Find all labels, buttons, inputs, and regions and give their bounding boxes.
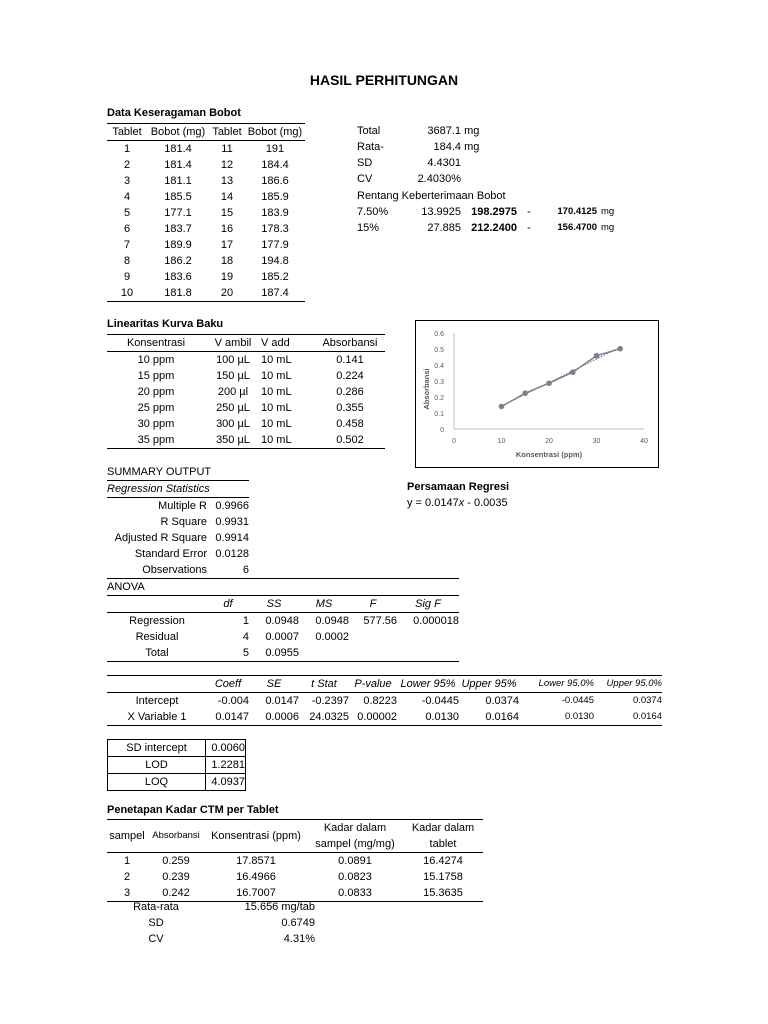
bobot-cell: 185.5 (164, 191, 192, 203)
summary-row (107, 562, 249, 579)
lod-cell: 1.2281 (206, 757, 246, 774)
lod-cell: SD intercept (108, 740, 206, 757)
anova-cell: Total (145, 647, 169, 659)
bobot-cell: 5 (123, 207, 131, 219)
summary-cell: Multiple R (158, 500, 207, 512)
summary-table (107, 464, 249, 579)
summary-row (107, 546, 249, 562)
linearitas-cell: 10 ppm (137, 354, 175, 366)
y-tick-label: 0.6 (434, 331, 444, 338)
coeff-header: Coeff (214, 678, 242, 690)
bobot-cell: 6 (123, 223, 131, 235)
linearitas-heading: Linearitas Kurva Baku (107, 318, 224, 330)
bobot-cell: 18 (220, 255, 234, 267)
coeff-cell: -0.0445 (421, 695, 459, 707)
bobot-cell: 185.2 (261, 271, 289, 283)
linearitas-header: V add (261, 337, 290, 349)
linearitas-table (107, 334, 385, 449)
anova-cell: 4 (242, 631, 249, 643)
coeff-cell: 0.00002 (357, 711, 397, 723)
series-line (502, 349, 621, 407)
linearitas-cell: 0.502 (336, 434, 364, 446)
bobot-cell: 15 (220, 207, 234, 219)
y-axis-title: Absorbansi (422, 368, 431, 410)
bobot-heading: Data Keseragaman Bobot (107, 107, 241, 119)
kadar-summary-row (107, 915, 315, 931)
kadar-cell: 16.4274 (423, 855, 463, 867)
data-point (594, 353, 600, 359)
coeff-row (107, 693, 662, 710)
anova-cell (349, 629, 397, 645)
kadar-cell: 0.239 (162, 871, 190, 883)
bobot-cell: 191 (265, 143, 285, 155)
linearitas-cell: 10 mL (261, 370, 292, 382)
bobot-row (107, 269, 305, 285)
coeff-cell: 0.8223 (363, 695, 397, 707)
bobot-cell: 1 (123, 143, 131, 155)
linearitas-header: V ambil (214, 337, 252, 349)
bobot-header: Tablet (112, 126, 142, 138)
kadar-cell: 15.3635 (423, 887, 463, 899)
cv-label: CV (357, 173, 373, 185)
y-tick-label: 0.1 (434, 411, 444, 418)
coeff-cell: 0.0130 (564, 711, 594, 722)
bobot-cell: 2 (123, 159, 131, 171)
lod-cell: 0.0060 (206, 740, 246, 757)
linearitas-cell: 350 µL (216, 434, 250, 446)
x-tick-label: 10 (497, 438, 506, 445)
data-point (546, 380, 552, 386)
anova-cell: 5 (242, 647, 249, 659)
bobot-cell: 16 (220, 223, 234, 235)
kadar-header-kadar1-unit: sampel (mg/mg) (315, 838, 395, 850)
summary-row (107, 514, 249, 530)
anova-cell: 0.0955 (265, 647, 299, 659)
bobot-stats (357, 123, 521, 187)
kadar-header-konsentrasi: Konsentrasi (ppm) (205, 820, 307, 853)
linearitas-cell: 150 µL (216, 370, 250, 382)
anova-cell (349, 645, 397, 662)
anova-row (107, 629, 459, 645)
anova-cell: 0.0007 (265, 631, 299, 643)
rata-label: Rata- (357, 141, 384, 153)
x-tick-label: 0 (452, 438, 456, 445)
anova-cell: Regression (129, 615, 185, 627)
anova-cell (299, 645, 349, 662)
linearitas-header: Konsentrasi (126, 337, 186, 349)
bobot-header: Bobot (mg) (150, 126, 206, 138)
linearitas-cell: 30 ppm (137, 418, 175, 430)
bobot-cell: 4 (123, 191, 131, 203)
kadar-summary-cell: Rata-rata (133, 901, 179, 913)
kadar-cell: 17.8571 (236, 855, 276, 867)
bobot-cell: 187.4 (261, 287, 289, 299)
rentang-upper: 212.2400 (471, 222, 517, 234)
bobot-cell: 178.3 (261, 223, 289, 235)
summary-cell: 0.9914 (215, 532, 249, 544)
sd-label: SD (357, 157, 373, 169)
summary-cell: 0.0128 (215, 548, 249, 560)
bobot-row (107, 221, 305, 237)
kadar-cell: 0.259 (162, 855, 190, 867)
regresi-equation (407, 497, 508, 509)
anova-header (107, 596, 207, 613)
kadar-cell: 0.0833 (338, 887, 372, 899)
linearitas-cell: 35 ppm (137, 434, 175, 446)
linearitas-cell: 25 ppm (137, 402, 175, 414)
anova-cell: 0.0948 (315, 615, 349, 627)
kadar-cell: 16.4966 (236, 871, 276, 883)
x-tick-label: 40 (640, 438, 648, 445)
chart-svg (416, 321, 658, 467)
eq-x: x (458, 497, 465, 509)
summary-title: SUMMARY OUTPUT (107, 466, 212, 478)
rentang-lower: 170.4125 (557, 206, 597, 217)
bobot-cell: 10 (120, 287, 134, 299)
bobot-cell: 186.2 (164, 255, 192, 267)
anova-cell: 0.000018 (413, 615, 459, 627)
anova-cell (397, 645, 459, 662)
bobot-row (107, 237, 305, 253)
summary-cell: 0.9931 (215, 516, 249, 528)
coeff-header: Upper 95% (461, 678, 517, 690)
bobot-row (107, 285, 305, 302)
anova-header: df (223, 598, 233, 610)
anova-header: F (369, 598, 377, 610)
rentang-label: Rentang Keberterimaan Bobot (357, 190, 506, 202)
linearitas-cell: 250 µL (216, 402, 250, 414)
rentang-unit: mg (601, 206, 615, 217)
lod-row (108, 774, 246, 791)
bobot-cell: 181.4 (164, 143, 192, 155)
coeff-header: SE (266, 678, 282, 690)
linearitas-cell: 0.224 (336, 370, 364, 382)
coeff-table (107, 675, 662, 726)
coeff-header: Lower 95% (400, 678, 456, 690)
linearitas-cell: 15 ppm (137, 370, 175, 382)
kadar-row (107, 853, 483, 870)
y-tick-label: 0.5 (434, 347, 444, 354)
linearitas-cell: 10 mL (261, 434, 292, 446)
summary-cell: 0.9966 (215, 500, 249, 512)
anova-title: ANOVA (107, 581, 145, 593)
coeff-header: P-value (354, 678, 392, 690)
kadar-heading: Penetapan Kadar CTM per Tablet (107, 804, 279, 816)
kadar-cell: 0.242 (162, 887, 190, 899)
linearitas-row (107, 416, 385, 432)
bobot-cell: 177.1 (164, 207, 192, 219)
summary-row (107, 530, 249, 546)
bobot-cell: 3 (123, 175, 131, 187)
rentang-dash: - (527, 222, 531, 234)
lod-row (108, 740, 246, 757)
lod-cell: LOQ (108, 774, 206, 791)
linearitas-cell: 10 mL (261, 354, 292, 366)
anova-cell: Residual (135, 631, 179, 643)
calibration-chart (415, 320, 659, 468)
kadar-summary (107, 899, 315, 947)
summary-cell: R Square (160, 516, 207, 528)
anova-header: Sig F (415, 598, 441, 610)
bobot-cell: 12 (220, 159, 234, 171)
sd-value: 4.4301 (427, 157, 461, 169)
coeff-cell: 0.0164 (485, 711, 519, 723)
kadar-summary-cell: CV (148, 933, 164, 945)
kadar-cell: 0.0891 (338, 855, 372, 867)
kadar-table (107, 819, 483, 902)
anova-cell: 0.0002 (315, 631, 349, 643)
coeff-cell: 24.0325 (309, 711, 349, 723)
linearitas-row (107, 352, 385, 369)
bobot-cell: 13 (220, 175, 234, 187)
data-point (570, 369, 576, 375)
coeff-header: Upper 95.0% (606, 678, 662, 689)
kadar-header-kadar1: Kadar dalam (323, 822, 387, 834)
bobot-row (107, 253, 305, 269)
bobot-row (107, 189, 305, 205)
coeff-cell: 0.0374 (632, 695, 662, 706)
bobot-cell: 9 (123, 271, 131, 283)
data-point (617, 346, 623, 352)
rentang-dev: 27.885 (427, 222, 461, 234)
bobot-header: Tablet (212, 126, 242, 138)
linearitas-cell: 20 ppm (137, 386, 175, 398)
bobot-cell: 181.4 (164, 159, 192, 171)
summary-cell: Observations (142, 564, 207, 576)
bobot-row (107, 157, 305, 173)
bobot-cell: 11 (221, 143, 233, 155)
x-tick-label: 30 (592, 438, 601, 445)
summary-cell: Standard Error (134, 548, 207, 560)
coeff-header (107, 676, 207, 693)
coeff-cell: X Variable 1 (127, 711, 187, 723)
coeff-header: Lower 95.0% (538, 678, 594, 689)
linearitas-cell: 200 µl (217, 386, 249, 398)
rata-value: 184.4 (433, 141, 461, 153)
bobot-cell: 183.7 (164, 223, 192, 235)
linearitas-row (107, 432, 385, 449)
coeff-cell: -0.2397 (311, 695, 349, 707)
bobot-cell: 184.4 (261, 159, 289, 171)
kadar-cell: 1 (123, 855, 131, 867)
bobot-cell: 186.6 (261, 175, 289, 187)
lod-table (107, 739, 246, 791)
kadar-summary-cell: 4.31% (283, 933, 315, 945)
kadar-cell: 0.0823 (338, 871, 372, 883)
rata-unit: mg (464, 141, 480, 153)
kadar-row (107, 869, 483, 885)
kadar-summary-cell: 15.656 mg/tab (244, 901, 315, 913)
coeff-cell: 0.0130 (425, 711, 459, 723)
coeff-cell: 0.0164 (632, 711, 662, 722)
kadar-header-sampel: sampel (107, 820, 147, 853)
kadar-summary-cell: SD (148, 917, 164, 929)
eq-prefix: y = 0.0147 (407, 497, 459, 509)
bobot-cell: 8 (123, 255, 131, 267)
bobot-cell: 17 (220, 239, 234, 251)
anova-cell: 1 (242, 615, 249, 627)
total-unit: mg (464, 125, 480, 137)
anova-cell: 0.0948 (265, 615, 299, 627)
bobot-cell: 20 (220, 287, 234, 299)
rentang-upper: 198.2975 (471, 206, 517, 218)
anova-cell (397, 629, 459, 645)
data-point (522, 390, 528, 396)
kadar-cell: 3 (123, 887, 131, 899)
regstats-label: Regression Statistics (107, 483, 210, 495)
coeff-row (107, 709, 662, 726)
bobot-cell: 181.8 (164, 287, 192, 299)
kadar-summary-cell: 0.6749 (281, 917, 315, 929)
coeff-cell: Intercept (135, 695, 179, 707)
eq-suffix: - 0.0035 (464, 497, 508, 509)
bobot-cell: 19 (220, 271, 234, 283)
kadar-cell: 2 (123, 871, 131, 883)
bobot-cell: 177.9 (261, 239, 289, 251)
y-tick-label: 0.2 (434, 395, 444, 402)
page-title: HASIL PERHITUNGAN (309, 72, 459, 88)
anova-row (107, 645, 459, 662)
rentang-dash: - (527, 206, 531, 218)
anova-row (107, 613, 459, 630)
kadar-summary-row (107, 899, 315, 915)
y-tick-label: 0 (440, 427, 444, 434)
linearitas-cell: 100 µL (216, 354, 250, 366)
linearitas-cell: 300 µL (216, 418, 250, 430)
x-tick-label: 20 (545, 438, 553, 445)
bobot-cell: 14 (220, 191, 234, 203)
y-tick-label: 0.4 (434, 363, 444, 370)
bobot-row (107, 141, 305, 158)
bobot-cell: 189.9 (164, 239, 192, 251)
kadar-header-kadar2: Kadar dalam (411, 822, 475, 834)
lod-cell: LOD (108, 757, 206, 774)
summary-row (107, 498, 249, 515)
kadar-summary-row (107, 931, 315, 947)
anova-header: SS (266, 598, 282, 610)
rentang-pct: 15% (357, 222, 380, 234)
linearitas-cell: 10 mL (261, 418, 292, 430)
coeff-header: t Stat (311, 678, 337, 690)
coeff-cell: -0.004 (217, 695, 249, 707)
bobot-row (107, 205, 305, 221)
bobot-cell: 181.1 (164, 175, 192, 187)
rentang-dev: 13.9925 (421, 206, 461, 218)
rentang-unit: mg (601, 222, 615, 233)
x-axis-title: Konsentrasi (ppm) (515, 450, 583, 459)
linearitas-cell: 0.458 (336, 418, 364, 430)
bobot-cell: 7 (123, 239, 131, 251)
summary-cell: Adjusted R Square (114, 532, 207, 544)
summary-cell: 6 (242, 564, 249, 576)
bobot-row (107, 173, 305, 189)
total-label: Total (357, 125, 381, 137)
anova-cell: 577.56 (363, 615, 397, 627)
kadar-header-abs: Absorbansi (147, 820, 205, 853)
bobot-cell: 183.9 (261, 207, 289, 219)
bobot-header: Bobot (mg) (247, 126, 303, 138)
anova-header: MS (315, 598, 333, 610)
regresi-heading: Persamaan Regresi (407, 481, 510, 493)
rentang-table (357, 204, 617, 236)
linearitas-cell: 0.141 (336, 354, 364, 366)
bobot-cell: 183.6 (164, 271, 192, 283)
coeff-cell: 0.0147 (215, 711, 249, 723)
linearitas-cell: 10 mL (261, 386, 292, 398)
cv-value: 2.4030% (417, 173, 461, 185)
linearitas-row (107, 368, 385, 384)
linearitas-cell: 10 mL (261, 402, 292, 414)
coeff-cell: 0.0006 (265, 711, 299, 723)
linearitas-header: Absorbansi (322, 337, 378, 349)
lod-cell: 4.0937 (206, 774, 246, 791)
coeff-cell: 0.0147 (265, 695, 299, 707)
linearitas-cell: 0.286 (336, 386, 364, 398)
rentang-lower: 156.4700 (557, 222, 597, 233)
kadar-header-kadar2-unit: tablet (429, 838, 457, 850)
bobot-cell: 185.9 (261, 191, 289, 203)
bobot-cell: 194.8 (261, 255, 289, 267)
linearitas-row (107, 384, 385, 400)
kadar-cell: 16.7007 (236, 887, 276, 899)
coeff-cell: -0.0445 (561, 695, 594, 706)
bobot-table (107, 123, 305, 302)
kadar-cell: 15.1758 (423, 871, 463, 883)
anova-table (107, 578, 459, 662)
data-point (499, 404, 505, 410)
coeff-cell: 0.0374 (485, 695, 519, 707)
rentang-pct: 7.50% (357, 206, 389, 218)
total-value: 3687.1 (427, 125, 461, 137)
y-tick-label: 0.3 (434, 379, 444, 386)
linearitas-cell: 0.355 (336, 402, 364, 414)
linearitas-row (107, 400, 385, 416)
lod-row (108, 757, 246, 774)
